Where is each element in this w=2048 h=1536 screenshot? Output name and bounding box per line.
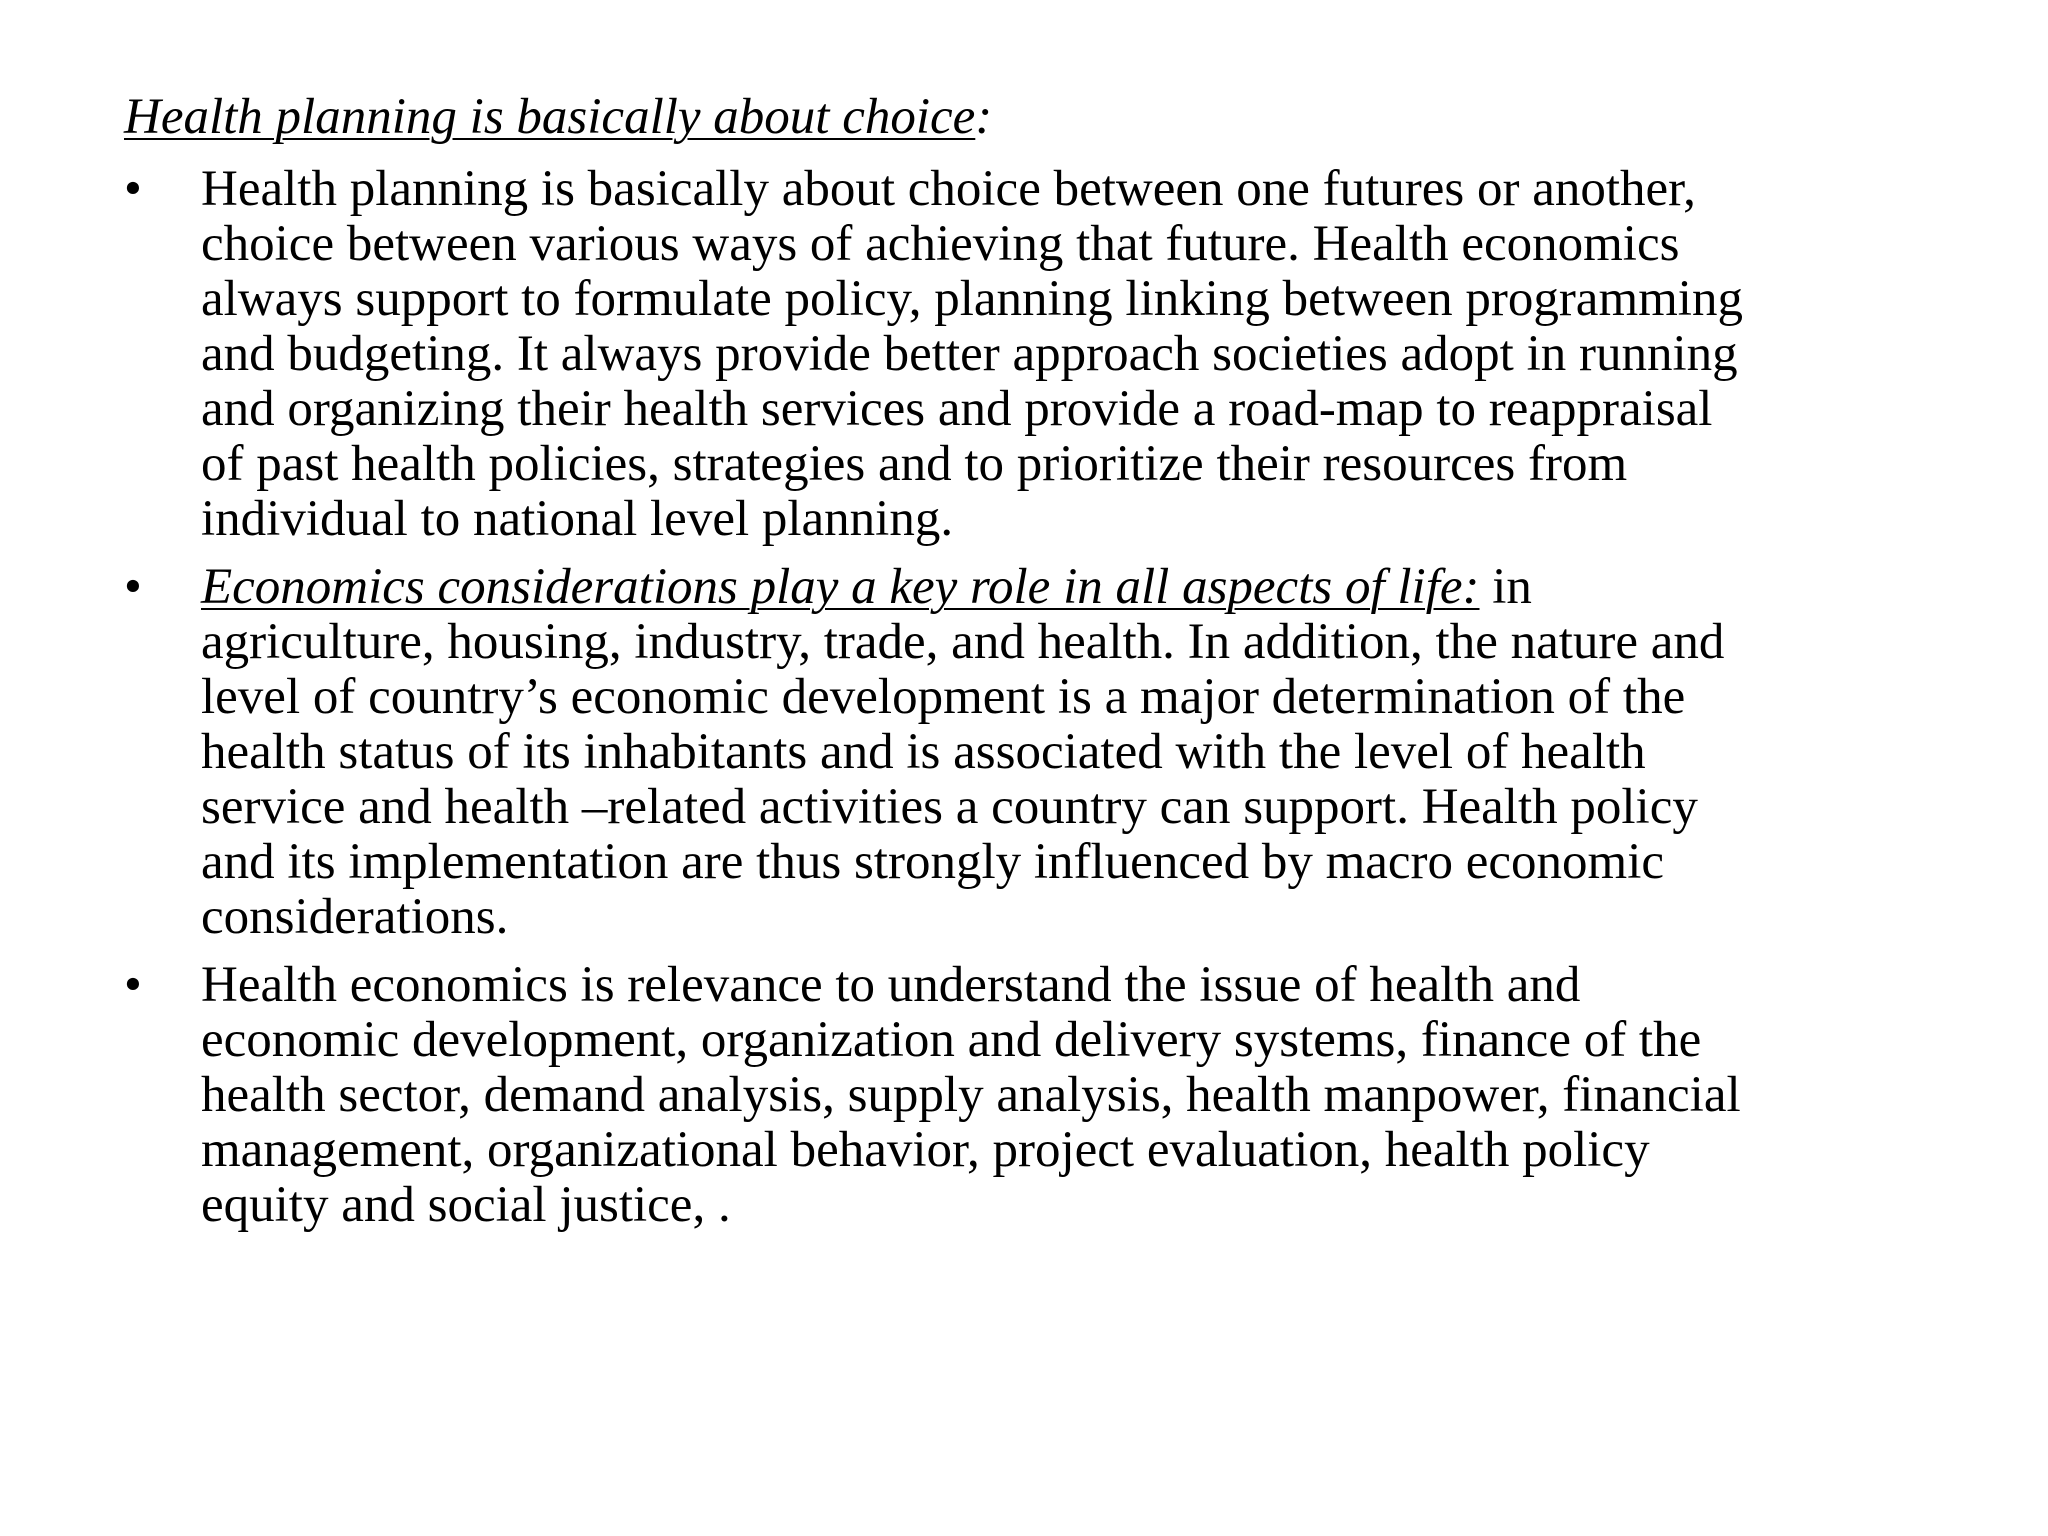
text-line: Health planning is basically about choice between one futures or another,: [201, 161, 1696, 217]
heading-colon: :: [975, 89, 993, 145]
text-line: always support to formulate policy, planning linking between programming: [201, 271, 1743, 327]
bullet-lead-tail: in: [1479, 559, 1532, 615]
text-line: and budgeting. It always provide better approach societies adopt in running: [201, 326, 1738, 382]
bullet-text: [201, 560, 1724, 945]
text-line: agriculture, housing, industry, trade, and health. In addition, the nature and: [201, 614, 1725, 670]
text-line: [201, 560, 1724, 615]
text-line: service and health –related activities a country can support. Health policy: [201, 779, 1698, 835]
bullet-lead-emphasis: Economics considerations play a key role in all aspects of life:: [201, 559, 1480, 615]
bullet-text: [201, 162, 1743, 547]
bullet-dot-icon: •: [124, 957, 142, 1013]
text-line: choice between various ways of achieving that future. Health economics: [201, 216, 1680, 272]
text-line: considerations.: [201, 889, 509, 945]
bullet-dot-icon: •: [124, 161, 142, 217]
text-line: level of country’s economic development is a major determination of the: [201, 669, 1686, 725]
text-line: and organizing their health services and provide a road-map to reappraisal: [201, 381, 1713, 437]
bullet-dot-icon: •: [124, 559, 142, 615]
text-line: equity and social justice, .: [201, 1177, 731, 1233]
slide-heading: [124, 90, 992, 145]
text-line: and its implementation are thus strongly influenced by macro economic: [201, 834, 1665, 890]
heading-text: Health planning is basically about choice: [124, 89, 976, 145]
text-line: management, organizational behavior, project evaluation, health policy: [201, 1122, 1650, 1178]
text-line: health status of its inhabitants and is associated with the level of health: [201, 724, 1646, 780]
text-line: individual to national level planning.: [201, 491, 954, 547]
bullet-text: [201, 958, 1741, 1233]
text-line: Health economics is relevance to understand the issue of health and: [201, 957, 1581, 1013]
text-line: economic development, organization and delivery systems, finance of the: [201, 1012, 1702, 1068]
text-line: health sector, demand analysis, supply analysis, health manpower, financial: [201, 1067, 1741, 1123]
text-line: of past health policies, strategies and to prioritize their resources from: [201, 436, 1628, 492]
